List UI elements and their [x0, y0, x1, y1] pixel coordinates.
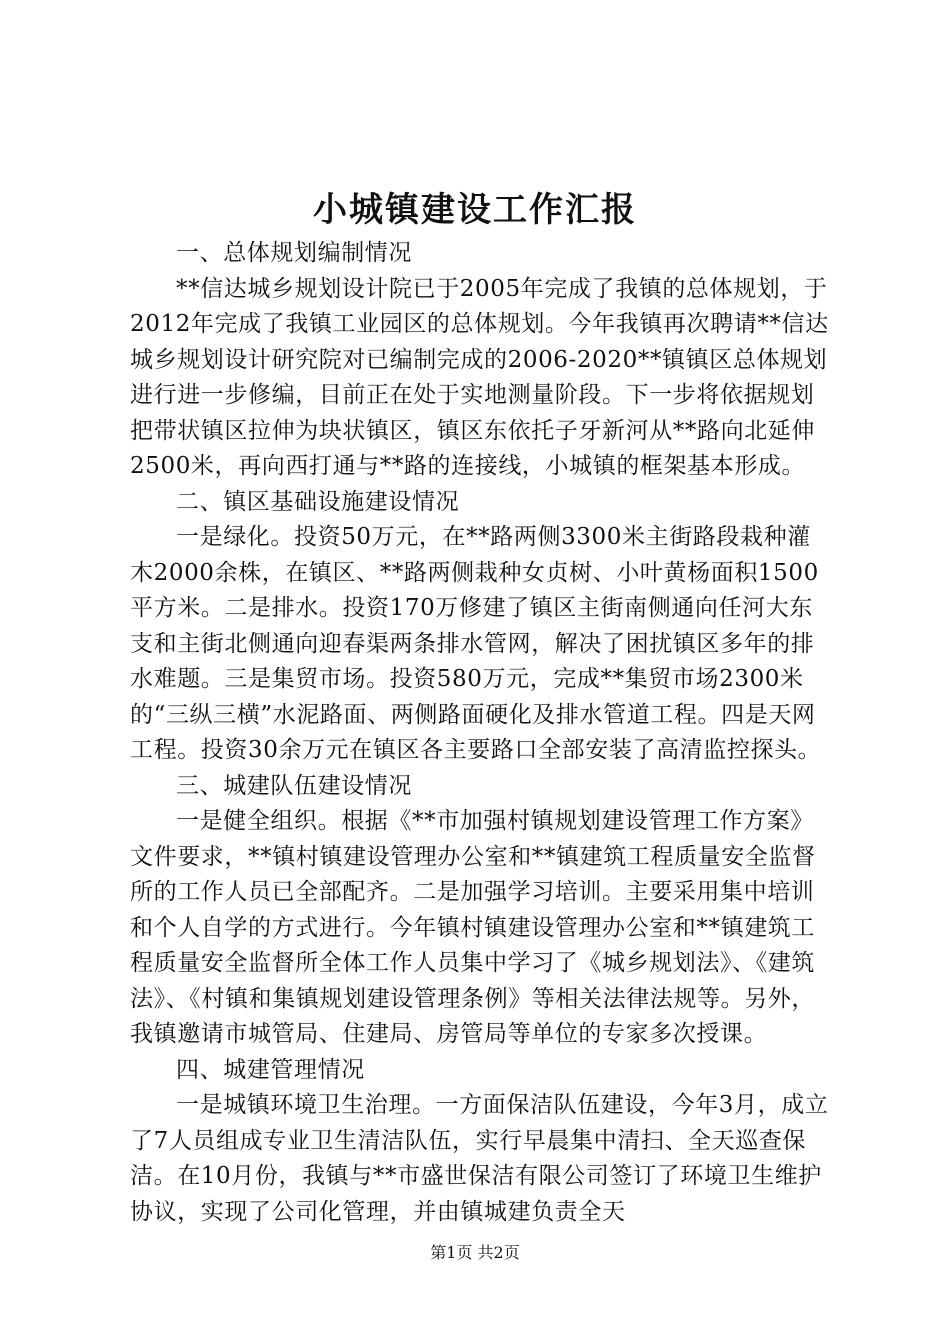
document-title: 小城镇建设工作汇报 [313, 190, 637, 230]
page-number-footer: 第1页 共2页 [430, 1243, 520, 1262]
document-body [130, 236, 830, 1230]
section-paragraph-2: 一是绿化。投资50万元，在**路两侧3300米主街路段栽种灌木2000余株，在镇区、**路两侧栽种女贞树、小叶黄杨面积1500平方米。二是排水。投资170万修建了镇区主街南侧通向任河大东支和主街北侧通向迎春渠两条排水管网，解决了困扰镇区多年的排水难题。三是集贸市场。投资580万元，完成**集贸市场2300米的“三纵三横”水泥路面、两侧路面硬化及排水管道工程。四是天网工程。投资30余万元在镇区各主要路口全部安装了高清监控探头。 [130, 524, 822, 763]
section-heading-1: 一、总体规划编制情况 [176, 240, 412, 266]
section-heading-4: 四、城建管理情况 [176, 1056, 365, 1083]
section-heading-2: 二、镇区基础设施建设情况 [176, 488, 460, 515]
section-heading-3: 三、城建队伍建设情况 [176, 772, 412, 799]
section-paragraph-3: 一是健全组织。根据《**市加强村镇规划建设管理工作方案》文件要求，**镇村镇建设管理办公室和**镇建筑工程质量安全监督所的工作人员已全部配齐。二是加强学习培训。主要采用集中培训和个人自学的方式进行。今年镇村镇建设管理办公室和**镇建筑工程质量安全监督所全体工作人员集中学习了《城乡规划法》、《建筑法》、《村镇和集镇规划建设管理条例》等相关法律法规等。另外，我镇邀请市城管局、住建局、房管局等单位的专家多次授课。 [130, 808, 816, 1047]
section-paragraph-1: **信达城乡规划设计院已于2005年完成了我镇的总体规划，于2012年完成了我镇工业园区的总体规划。今年我镇再次聘请**信达城乡规划设计研究院对已编制完成的2006-2020**镇镇区总体规划进行进一步修编，目前正在处于实地测量阶段。下一步将依据规划把带状镇区拉伸为块状镇区，镇区东依托子牙新河从**路向北延伸2500米，再向西打通与**路的连接线，小城镇的框架基本形成。 [130, 275, 829, 479]
section-paragraph-4: 一是城镇环境卫生治理。一方面保洁队伍建设，今年3月，成立了7人员组成专业卫生清洁队伍，实行早晨集中清扫、全天巡查保洁。在10月份，我镇与**市盛世保洁有限公司签订了环境卫生维护协议，实现了公司化管理，并由镇城建负责全天 [130, 1092, 829, 1225]
